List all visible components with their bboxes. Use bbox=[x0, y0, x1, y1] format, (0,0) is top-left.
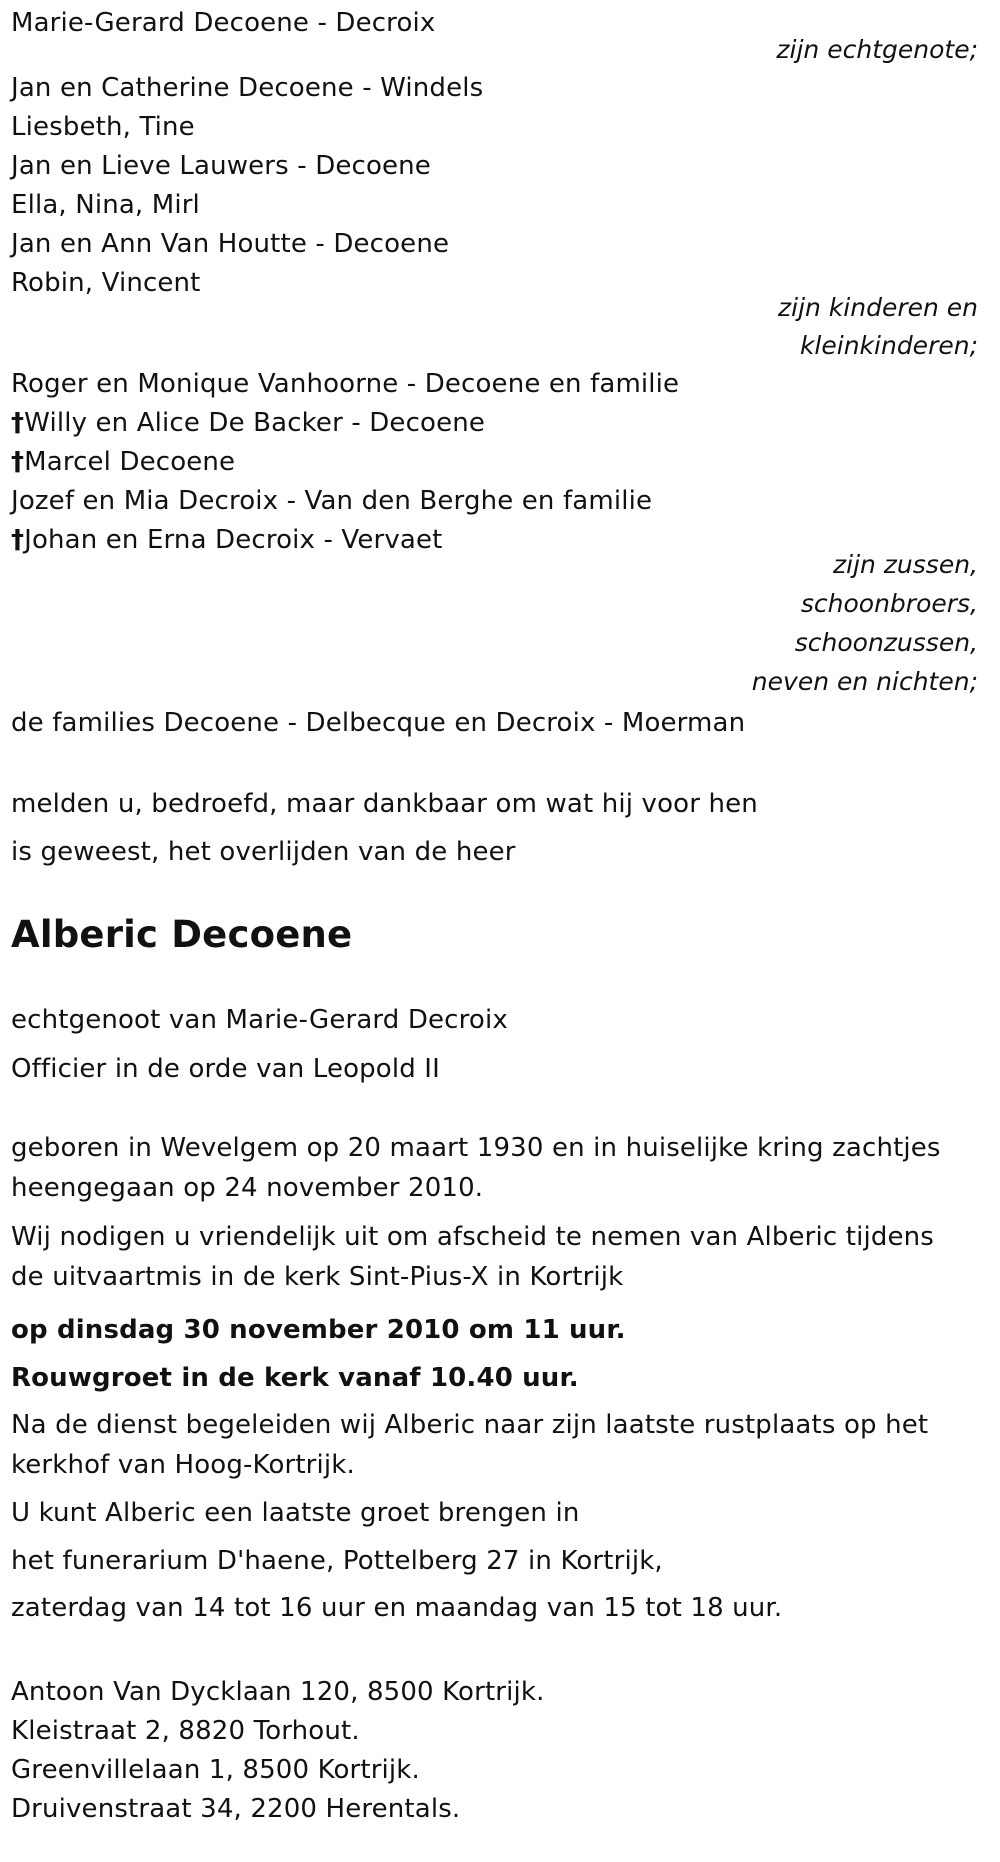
deceased-name: Alberic Decoene bbox=[11, 913, 353, 956]
grandchildren-line: Robin, Vincent bbox=[11, 268, 201, 298]
sibling-line bbox=[11, 407, 485, 439]
address-line: Druivenstraat 34, 2200 Herentals. bbox=[11, 1794, 461, 1824]
sibling-name: Marcel Decoene bbox=[24, 447, 236, 477]
children-line: Jan en Catherine Decoene - Windels bbox=[11, 73, 484, 103]
sibling-name: Johan en Erna Decroix - Vervaet bbox=[24, 525, 443, 555]
sibling-line bbox=[11, 446, 235, 478]
deceased-cross-icon: † bbox=[11, 408, 25, 438]
deceased-honor: Officier in de orde van Leopold II bbox=[11, 1054, 440, 1084]
funeral-date: op dinsdag 30 november 2010 om 11 uur. bbox=[11, 1315, 626, 1345]
deceased-cross-icon: † bbox=[11, 525, 25, 555]
families-line: de families Decoene - Delbecque en Decroix - Moerman bbox=[11, 708, 746, 738]
visit-line: U kunt Alberic een laatste groet brengen in bbox=[11, 1498, 580, 1528]
birth-death-paragraph: geboren in Wevelgem op 20 maart 1930 en in huiselijke kring zachtjes heengegaan op 24 november 2010. bbox=[11, 1133, 941, 1203]
grandchildren-line: Ella, Nina, Mirl bbox=[11, 190, 200, 220]
siblings-role: zijn zussen, bbox=[833, 550, 978, 579]
invitation-paragraph: Wij nodigen u vriendelijk uit om afscheid te nemen van Alberic tijdens de uitvaartmis in de kerk Sint-Pius-X in Kortrijk bbox=[11, 1222, 934, 1292]
sibling-line bbox=[11, 524, 442, 556]
address-line: Antoon Van Dycklaan 120, 8500 Kortrijk. bbox=[11, 1677, 545, 1707]
visit-line: zaterdag van 14 tot 16 uur en maandag van 15 tot 18 uur. bbox=[11, 1593, 783, 1623]
visit-line: het funerarium D'haene, Pottelberg 27 in Kortrijk, bbox=[11, 1546, 663, 1576]
grandchildren-line: Liesbeth, Tine bbox=[11, 112, 195, 142]
deceased-cross-icon: † bbox=[11, 447, 25, 477]
spouse-role: zijn echtgenote; bbox=[776, 35, 978, 64]
address-line: Greenvillelaan 1, 8500 Kortrijk. bbox=[11, 1755, 420, 1785]
deceased-spouse-line: echtgenoot van Marie-Gerard Decroix bbox=[11, 1005, 508, 1035]
sibling-line: Roger en Monique Vanhoorne - Decoene en familie bbox=[11, 369, 680, 399]
sibling-line: Jozef en Mia Decroix - Van den Berghe en familie bbox=[11, 486, 653, 516]
siblings-role: neven en nichten; bbox=[751, 667, 978, 696]
spouse-name: Marie-Gerard Decoene - Decroix bbox=[11, 8, 436, 38]
children-role: kleinkinderen; bbox=[799, 331, 978, 360]
children-line: Jan en Ann Van Houtte - Decoene bbox=[11, 229, 450, 259]
children-line: Jan en Lieve Lauwers - Decoene bbox=[11, 151, 431, 181]
address-line: Kleistraat 2, 8820 Torhout. bbox=[11, 1716, 360, 1746]
announcement-line: is geweest, het overlijden van de heer bbox=[11, 837, 516, 867]
children-role: zijn kinderen en bbox=[778, 293, 978, 322]
announcement-line: melden u, bedroefd, maar dankbaar om wat hij voor hen bbox=[11, 789, 758, 819]
siblings-role: schoonbroers, bbox=[800, 589, 978, 618]
burial-paragraph: Na de dienst begeleiden wij Alberic naar zijn laatste rustplaats op het kerkhof van Hoog-Kortrijk. bbox=[11, 1410, 929, 1480]
siblings-role: schoonzussen, bbox=[794, 628, 978, 657]
sibling-name: Willy en Alice De Backer - Decoene bbox=[24, 408, 486, 438]
condolence-time: Rouwgroet in de kerk vanaf 10.40 uur. bbox=[11, 1363, 579, 1393]
